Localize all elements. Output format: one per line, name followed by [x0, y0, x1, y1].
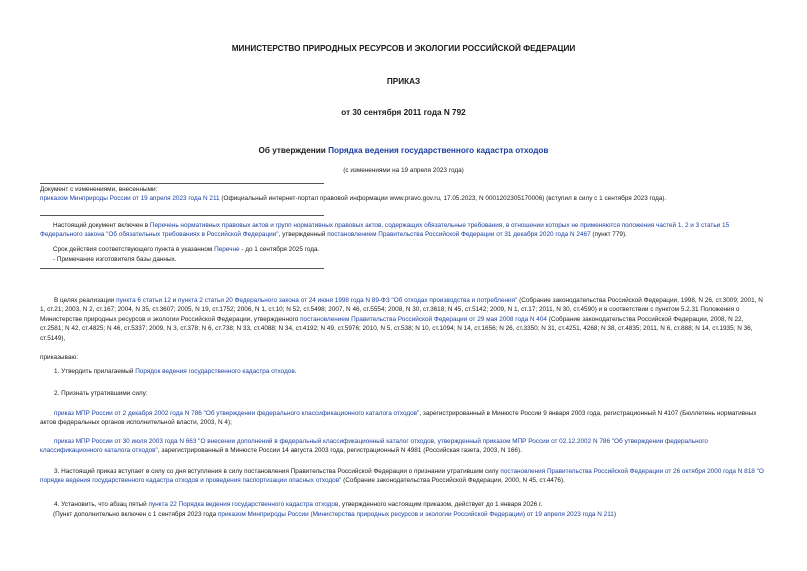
decree-404-link[interactable]: постановлением Правительства Российской Федерации от 29 мая 2008 года N 404 — [300, 315, 547, 323]
procedure-link[interactable]: Порядок ведения государственного кадастра отходов — [135, 368, 295, 375]
body-text: 3. Настоящий приказ вступает в силу со дня вступления в силу постановления Правительства Российской Федерации о признании утратившим силу — [54, 468, 501, 475]
body-text: (Собрание законодательства Российской Федерации, 2000, N 45, ст.4476). — [341, 477, 565, 485]
body-text: . — [294, 368, 297, 375]
perechen-short-link[interactable]: Перечне — [214, 246, 240, 253]
body-text: (Пункт дополнительно включен с 1 сентября 2023 года — [53, 511, 218, 518]
paragraph-22-link[interactable]: пункта 22 Порядка ведения государственного кадастра отходов — [148, 501, 339, 508]
body-text: , зарегистрированный в Минюсте России 9 января 2003 года, регистрационный N 4107 (Бюллетень нормативных актов федеральных органов исполнительной власти, 2003, N 4); — [40, 410, 757, 427]
order-word: приказываю: — [40, 354, 78, 361]
perechen-link[interactable]: Перечень нормативных правовых актов и групп нормативных правовых актов, содержащих обязательные требования, в отношении которых не применяются положения частей 1, 2 и 3 статьи 15 Федерального закона "Об обязательных требованиях в Российской Федерации" — [40, 222, 730, 239]
amendments-intro: Документ с изменениями, внесенными: — [40, 186, 158, 193]
amendment-text: (Официальный интернет-портал правовой информации www.pravo.gov.ru, 17.05.2023, N 0001202305170006) (вступил в силу с 1 сентября 2023 года). — [219, 195, 667, 203]
body-text: , зарегистрированный в Минюсте России 14 августа 2003 года, регистрационный N 4981 (Российская газета, 2003, N 166). — [157, 447, 522, 455]
item-1 — [40, 367, 768, 376]
body-text: 1. Утвердить прилагаемый — [54, 368, 136, 375]
divider — [40, 268, 324, 269]
notice-paragraph — [40, 221, 768, 240]
notice-text: Срок действия соответствующего пункта в указанном — [53, 246, 215, 253]
title-link[interactable]: Порядка ведения государственного кадастра отходов — [328, 146, 549, 155]
order-211-link[interactable]: приказом Минприроды России (Министерства природных ресурсов и экологии Российской Федерации) от 19 апреля 2023 года N 211 — [217, 511, 614, 518]
body-text: 4. Установить, что абзац пятый — [54, 501, 149, 508]
body-text: ) — [613, 511, 616, 518]
order-663-link[interactable]: приказ МПР России от 30 июля 2003 года N 663 "О внесении дополнений в федеральный классификационный каталог отходов, утвержденный приказом МПР России от 02.12.2002 N 786 "Об утверждении федерального классификационного каталога отходов" — [40, 438, 708, 455]
decree-818-link[interactable]: постановления Правительства Российской Федерации от 26 октября 2000 года N 818 "О порядке ведения государственного кадастра отходов и проведения паспортизации опасных отходов" — [40, 468, 764, 485]
title-prefix: Об утверждении — [258, 146, 329, 155]
body-text: (Собрание законодательства Российской Федерации, 1998, N 26, ст.3009; 2001, N 1, ст.21; 2003, N 2, ст.167; 2004, N 35, ст.3607; 2005, N 19, ст.1752; 2006, N 1, ст.10; N 52, ст.5498; 2007, N 46, ст.5554; 2008, N 30, ст.3618; N 45, ст.5142; 2009, N 1, ст.17; 2011, N 30, ст.4590) и в соответствии с пунктом 5.2.31 Положения о Министерстве природных ресурсов и экологии Российской Федерации, утвержденного — [40, 297, 763, 323]
notice-text: - до 1 сентября 2025 года. — [239, 246, 320, 253]
law-link-2[interactable]: пункта 2 статьи 20 Федерального закона от 24 июня 1998 года N 89-ФЗ "Об отходах производства и потребления" — [178, 297, 518, 304]
divider — [40, 183, 324, 184]
item-2: 2. Признать утратившими силу: — [54, 390, 148, 397]
divider — [40, 215, 324, 216]
ministry-heading: МИНИСТЕРСТВО ПРИРОДНЫХ РЕСУРСОВ И ЭКОЛОГИИ РОССИЙСКОЙ ФЕДЕРАЦИИ — [231, 44, 576, 53]
body-text: и — [170, 297, 179, 304]
government-decree-link[interactable]: постановлением Правительства Российской Федерации от 31 декабря 2020 года N 2467 — [327, 231, 591, 239]
item-4 — [40, 500, 768, 509]
notice-text: (пункт 779). — [590, 231, 627, 239]
amendments-block — [40, 185, 768, 204]
body-text: , утвержденного настоящим приказом, действует до 1 января 2026 г. — [338, 501, 543, 508]
repealed-1 — [40, 409, 768, 428]
item-3 — [40, 467, 768, 486]
law-link-1[interactable]: пункта 6 статьи 12 — [116, 297, 171, 304]
document-title — [0, 146, 807, 155]
amendments-line — [40, 194, 768, 203]
body-text: (Собрание законодательства Российской Федерации, 2008, N 22, ст.2581; N 42, ст.4825; N 46, ст.5337; 2009, N 3, ст.378; N 6, ст.738; N 33, ст.4088; N 34, ст.4192; N 49, ст.5976; 2010, N 5, ст.538; N 10, ст.1094; N 14, ст.1656; N 26, ст.3350; N 31, ст.4251, 4268; N 38, ст.4835; 2011, N 6, ст.888; N 14, ст.1935; N 36, ст.5149), — [40, 315, 753, 342]
db-note: - Примечание изготовителя базы данных. — [53, 256, 177, 263]
repealed-2 — [40, 437, 768, 456]
doc-type-heading: ПРИКАЗ — [386, 77, 421, 86]
notice-text: , утвержденный — [278, 231, 328, 239]
notice-text: Настоящий документ включен в — [53, 222, 150, 229]
body-text: В целях реализации — [54, 297, 117, 304]
amendment-link[interactable]: приказом Минприроды России от 19 апреля 2023 года N 211 — [40, 195, 220, 203]
preamble-paragraph — [40, 296, 768, 343]
order-786-link[interactable]: приказ МПР России от 2 декабря 2002 года N 786 "Об утверждении федерального классификационного каталога отходов" — [54, 410, 420, 417]
revision-note: (с изменениями на 19 апреля 2023 года) — [343, 167, 464, 174]
item-4-note — [53, 510, 768, 519]
date-number-heading: от 30 сентября 2011 года N 792 — [341, 108, 466, 117]
notice-term — [40, 245, 768, 254]
